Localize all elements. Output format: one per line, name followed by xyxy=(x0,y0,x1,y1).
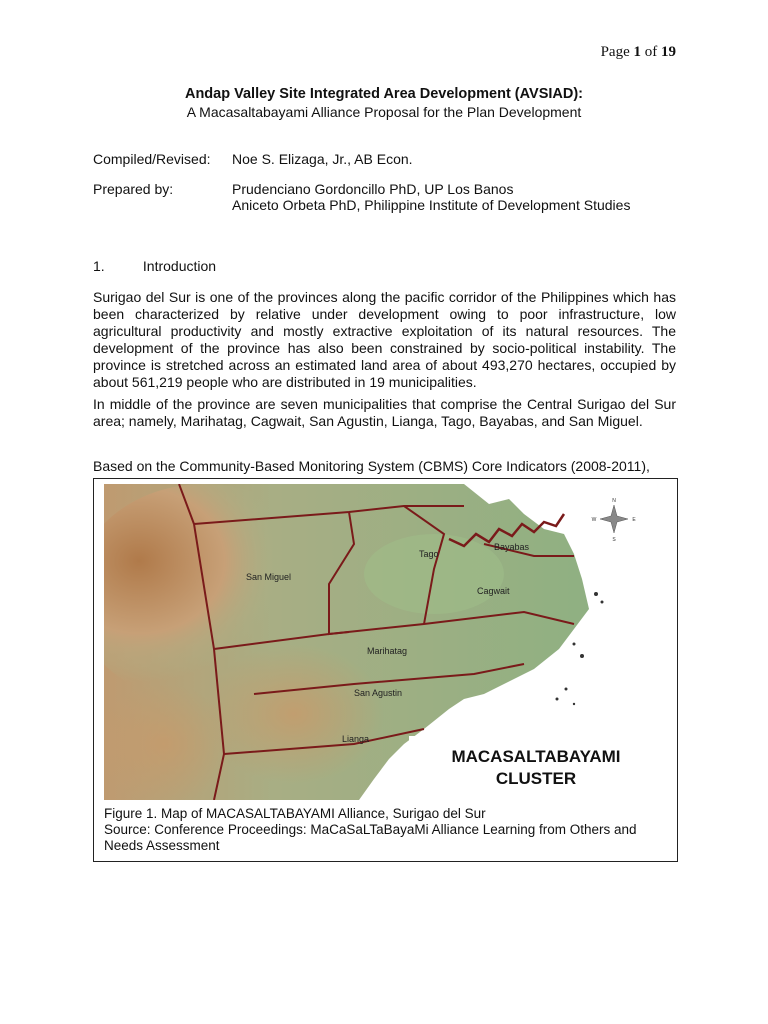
page-prefix: Page xyxy=(600,44,630,60)
compiled-label: Compiled/Revised: xyxy=(93,151,211,167)
compass-south: S xyxy=(612,537,616,543)
compiled-value: Noe S. Elizaga, Jr., AB Econ. xyxy=(232,151,413,167)
compass-east: E xyxy=(632,517,636,523)
map-label-san-miguel: San Miguel xyxy=(246,572,292,582)
map-label-bayabas: Bayabas xyxy=(494,542,530,552)
section-heading xyxy=(93,258,216,274)
prepared-author-2: Aniceto Orbeta PhD, Philippine Institute of Development Studies xyxy=(232,197,631,213)
document-title: Andap Valley Site Integrated Area Development (AVSIAD): xyxy=(184,86,584,102)
caption-line-1: Figure 1. Map of MACASALTABAYAMI Alliance, Surigao del Sur xyxy=(104,806,486,821)
map-label-marihatag: Marihatag xyxy=(367,646,408,656)
caption-line-2: Source: Conference Proceedings: MaCaSaLTaBayaMi Alliance Learning from Others and Needs Assessment xyxy=(104,822,637,853)
page-of: of xyxy=(644,44,658,60)
compass-north: N xyxy=(612,498,616,504)
compass-west: W xyxy=(591,517,597,523)
section-number: 1. xyxy=(93,258,105,274)
prepared-author-1: Prudenciano Gordoncillo PhD, UP Los Banos xyxy=(232,181,514,197)
page-total: 19 xyxy=(661,44,676,60)
figure-caption xyxy=(104,806,674,854)
page-current: 1 xyxy=(633,44,641,60)
paragraph-3: Based on the Community-Based Monitoring System (CBMS) Core Indicators (2008-2011), xyxy=(93,458,650,474)
document-subtitle: A Macasaltabayami Alliance Proposal for the Plan Development xyxy=(186,104,582,120)
map-cluster-subtitle: CLUSTER xyxy=(495,769,577,788)
page-number xyxy=(601,44,676,61)
paragraph-1: Surigao del Sur is one of the provinces along the pacific corridor of the Philippines which has been characterized by relative under development owing to poor infrastructure, low agricultural productivity and mostly extractive exploitation of its natural resources. The development of the province has also been constrained by socio-political instability. The province is stretched across an estimated land area of about 493,270 hectares, occupied by about 561,219 people who are distributed in 19 municipalities. xyxy=(93,289,676,390)
map-cluster-title: MACASALTABAYAMI xyxy=(451,747,621,766)
map-image xyxy=(104,484,664,800)
paragraph-2: In middle of the province are seven municipalities that comprise the Central Surigao del Sur area; namely, Marihatag, Cagwait, San Agustin, Lianga, Tago, Bayabas, and San Miguel. xyxy=(93,396,676,429)
map-label-tago: Tago xyxy=(419,549,439,559)
map-label-san-agustin: San Agustin xyxy=(354,688,403,698)
map-label-cagwait: Cagwait xyxy=(477,586,510,596)
section-title: Introduction xyxy=(142,258,217,274)
prepared-label: Prepared by: xyxy=(93,181,174,197)
figure-box xyxy=(93,478,678,862)
map-label-lianga: Lianga xyxy=(342,734,370,744)
